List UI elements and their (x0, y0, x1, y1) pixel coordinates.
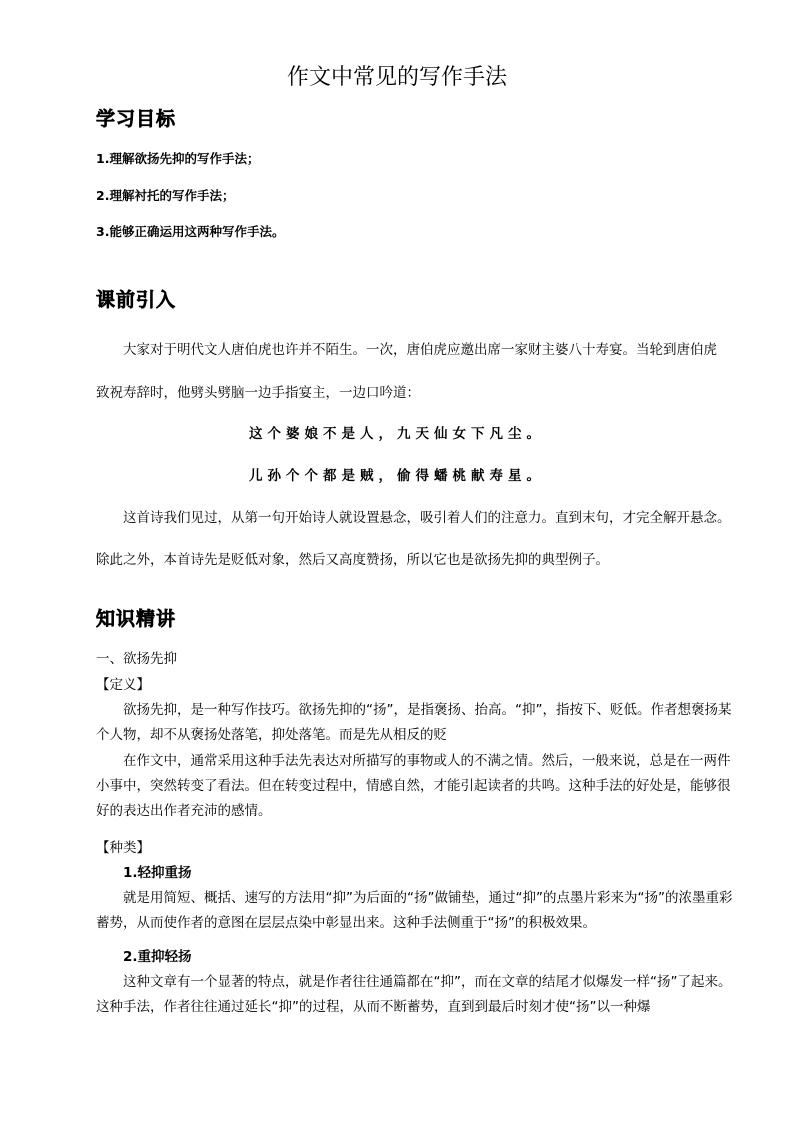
poem-line-1: 这个婆娘不是人，九天仙女下凡尘。 (249, 426, 545, 442)
goal-item-3: 3.能够正确运用这两种写作手法。 (96, 224, 285, 239)
intro-paragraph-2-line-1: 这首诗我们见过，从第一句开始诗人就设置悬念，吸引着人们的注意力。直到末句，才完全解开悬念。 (123, 510, 731, 526)
definition-paragraph-2: 在作文中，通常采用这种手法先表达对所描写的事物或人的不满之情。然后，一般来说，总是在一两件小事中，突然转变了看法。但在转变过程中，情感自然，才能引起读者的共鸣。这种手法的好处是，能够很好的表达出作者充沛的感情。 (96, 753, 731, 819)
type-1-paragraph: 就是用简短、概括、速写的方法用“抑”为后面的“扬”做铺垫，通过“抑”的点墨片彩来为“扬”的浓墨重彩蓄势，从而使作者的意图在层层点染中彰显出来。这种手法侧重于“扬”的积极效果。 (96, 890, 733, 931)
type-1-heading: 1.轻抑重扬 (123, 865, 192, 881)
intro-paragraph-1-line-1: 大家对于明代文人唐伯虎也许并不陌生。一次，唐伯虎应邀出席一家财主婆八十寿宴。当轮到唐伯虎 (123, 342, 717, 358)
goal-item-1: 1.理解欲扬先抑的写作手法； (96, 151, 260, 166)
goal-item-2: 2.理解衬托的写作手法； (96, 188, 235, 203)
item-heading-yuyang: 一、欲扬先抑 (96, 651, 177, 667)
definition-paragraph-1: 欲扬先抑，是一种写作技巧。欲扬先抑的“扬”，是指褒扬、抬高。“抑”，指按下、贬低。作者想褒扬某个人物，却不从褒扬处落笔，抑处落笔。而是先从相反的贬 (96, 702, 732, 743)
section-heading-intro: 课前引入 (96, 289, 177, 311)
page-title: 作文中常见的写作手法 (286, 65, 507, 90)
intro-paragraph-1-line-2: 致祝寿辞时，他劈头劈脑一边手指宴主，一边口吟道： (96, 385, 420, 401)
type-2-paragraph: 这种文章有一个显著的特点，就是作者往往通篇都在“抑”，而在文章的结尾才似爆发一样“扬”了起来。这种手法，作者往往通过延长“抑”的过程，从而不断蓄势，直到到最后时刻才使“扬”以一种爆 (96, 974, 732, 1015)
section-heading-knowledge: 知识精讲 (96, 608, 177, 630)
definition-label: 【定义】 (96, 677, 150, 693)
intro-paragraph-2-line-2: 除此之外，本首诗先是贬低对象，然后又高度赞扬，所以它也是欲扬先抑的典型例子。 (96, 552, 609, 568)
types-label: 【种类】 (96, 840, 150, 856)
section-heading-goals: 学习目标 (96, 108, 177, 130)
type-2-heading: 2.重抑轻扬 (123, 949, 192, 965)
poem-line-2: 儿孙个个都是贼，偷得蟠桃献寿星。 (249, 468, 545, 484)
